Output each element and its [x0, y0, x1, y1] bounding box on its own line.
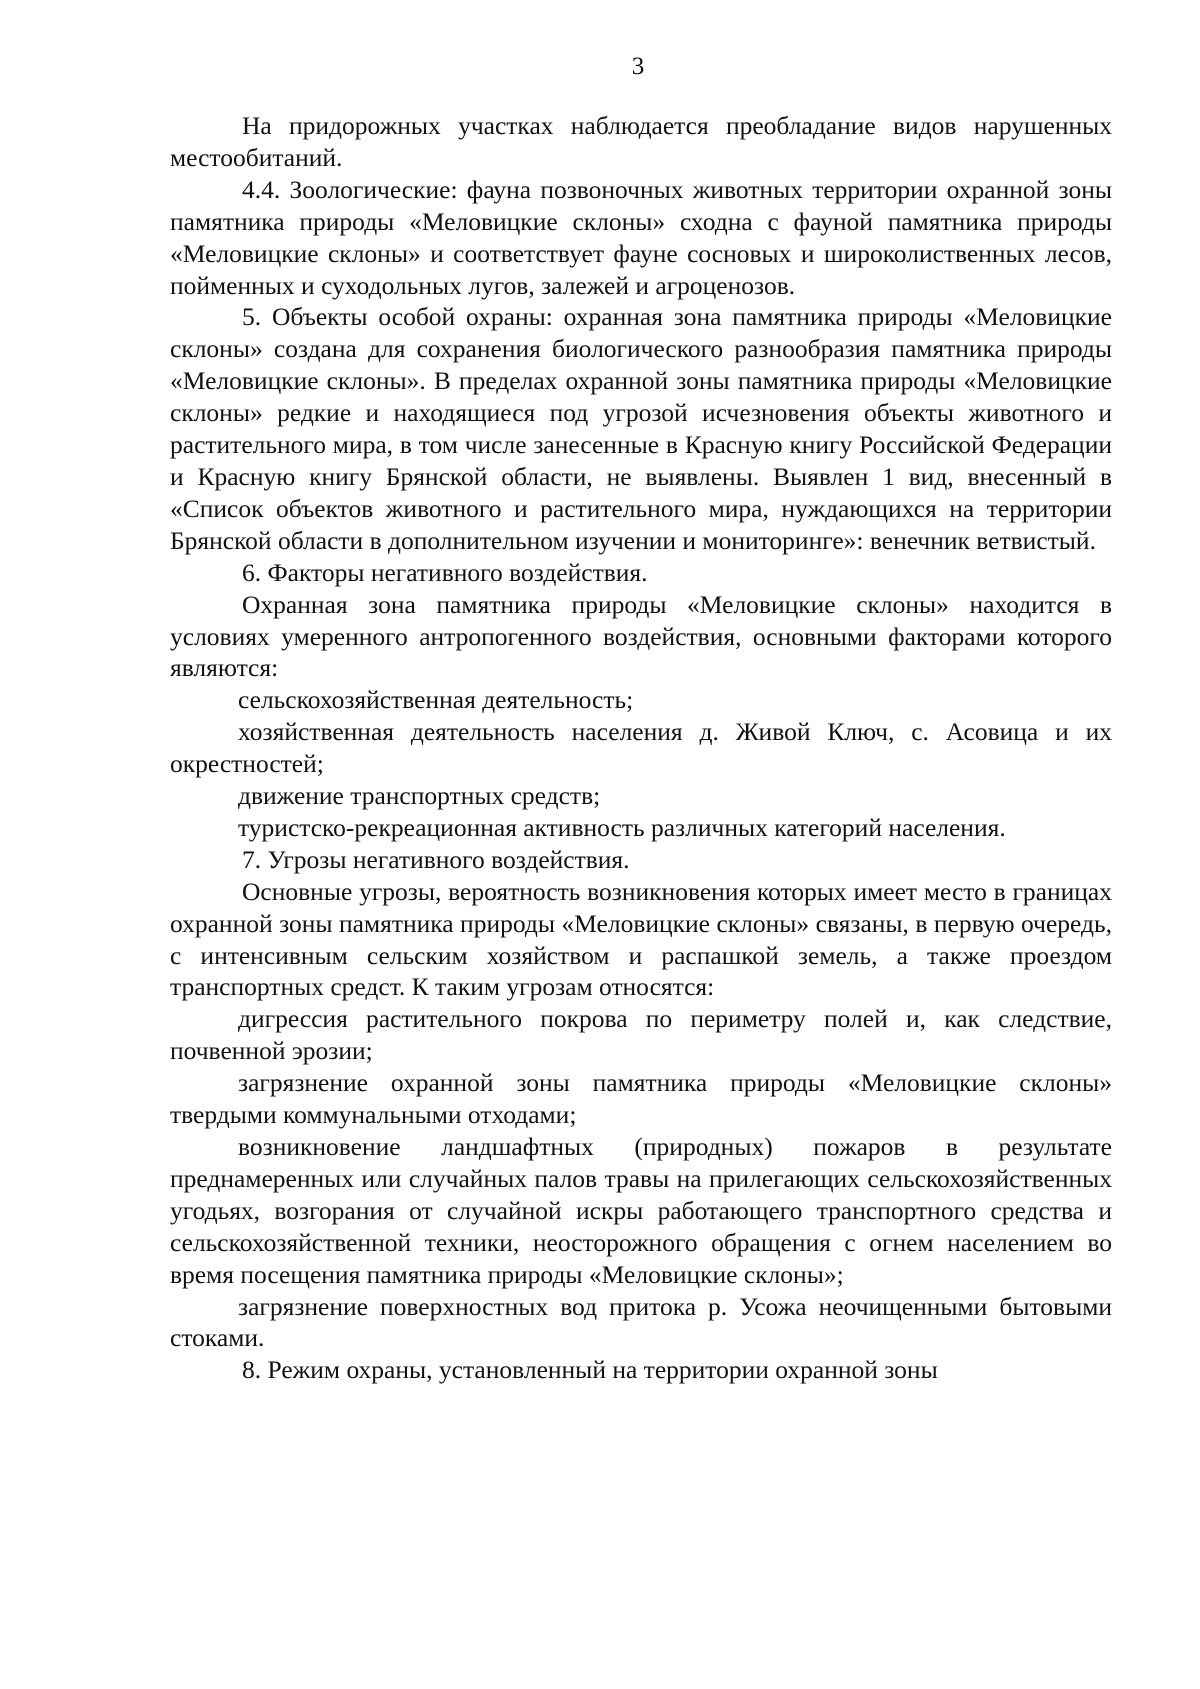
page-number: 3	[631, 53, 645, 80]
heading-protection-regime: 8. Режим охраны, установленный на территории охранной зоны	[242, 1355, 938, 1385]
list-item-threat: дигрессия растительного покрова по периметру полей и, как следствие, почвенной эрозии;	[170, 1004, 1112, 1066]
list-item-threat: загрязнение охранной зоны памятника природы «Меловицкие склоны» твердыми коммунальными отходами;	[170, 1068, 1112, 1130]
paragraph-vegetation-roadside: На придорожных участках наблюдается преобладание видов нарушенных местообитаний.	[170, 111, 1112, 172]
list-item-factor: туристско-рекреационная активность различных категорий населения.	[238, 812, 1006, 842]
list-item-factor: хозяйственная деятельность населения д. Живой Ключ, с. Асовица и их окрестностей;	[170, 717, 1112, 779]
list-item-threat: возникновение ландшафтных (природных) пожаров в результате преднамеренных или случайных палов травы на прилегающих сельскохозяйственных угодьях, возгорания от случайной искры работающего транспортного средства и сельскохозяйственной техники, неосторожного обращения с огнем населением во время посещения памятника природы «Меловицкие склоны»;	[170, 1132, 1112, 1289]
heading-threats: 7. Угрозы негативного воздействия.	[242, 844, 630, 874]
document-body	[170, 110, 1112, 1386]
list-item-threat: загрязнение поверхностных вод притока р. Усожа неочищенными бытовыми стоками.	[170, 1291, 1112, 1353]
paragraph-negative-factors-intro: Охранная зона памятника природы «Меловицкие склоны» находится в условиях умеренного антропогенного воздействия, основными факторами которого являются:	[170, 589, 1112, 683]
list-item-factor: движение транспортных средств;	[238, 781, 601, 811]
paragraph-protected-objects: 5. Объекты особой охраны: охранная зона памятника природы «Меловицкие склоны» создана для сохранения биологического разнообразия памятника природы «Меловицкие склоны». В пределах охранной зоны памятника природы «Меловицкие склоны» редкие и находящиеся под угрозой исчезновения объекты животного и растительного мира, в том числе занесенные в Красную книгу Российской Федерации и Красную книгу Брянской области, не выявлены. Выявлен 1 вид, внесенный в «Список объектов животного и растительного мира, нуждающихся на территории Брянской области в дополнительном изучении и мониторинге»: венечник ветвистый.	[170, 302, 1112, 555]
paragraph-zoological: 4.4. Зоологические: фауна позвоночных животных территории охранной зоны памятника природы «Меловицкие склоны» сходна с фауной памятника природы «Меловицкие склоны» и соответствует фауне сосновых и широколиственных лесов, пойменных и суходольных лугов, залежей и агроценозов.	[170, 174, 1112, 300]
paragraph-threats-intro: Основные угрозы, вероятность возникновения которых имеет место в границах охранной зоны памятника природы «Меловицкие склоны» связаны, в первую очередь, с интенсивным сельским хозяйством и распашкой земель, а также проездом транспортных средст. К таким угрозам относятся:	[170, 876, 1112, 1002]
heading-negative-factors: 6. Факторы негативного воздействия.	[242, 557, 648, 587]
list-item-factor: сельскохозяйственная деятельность;	[238, 685, 634, 715]
